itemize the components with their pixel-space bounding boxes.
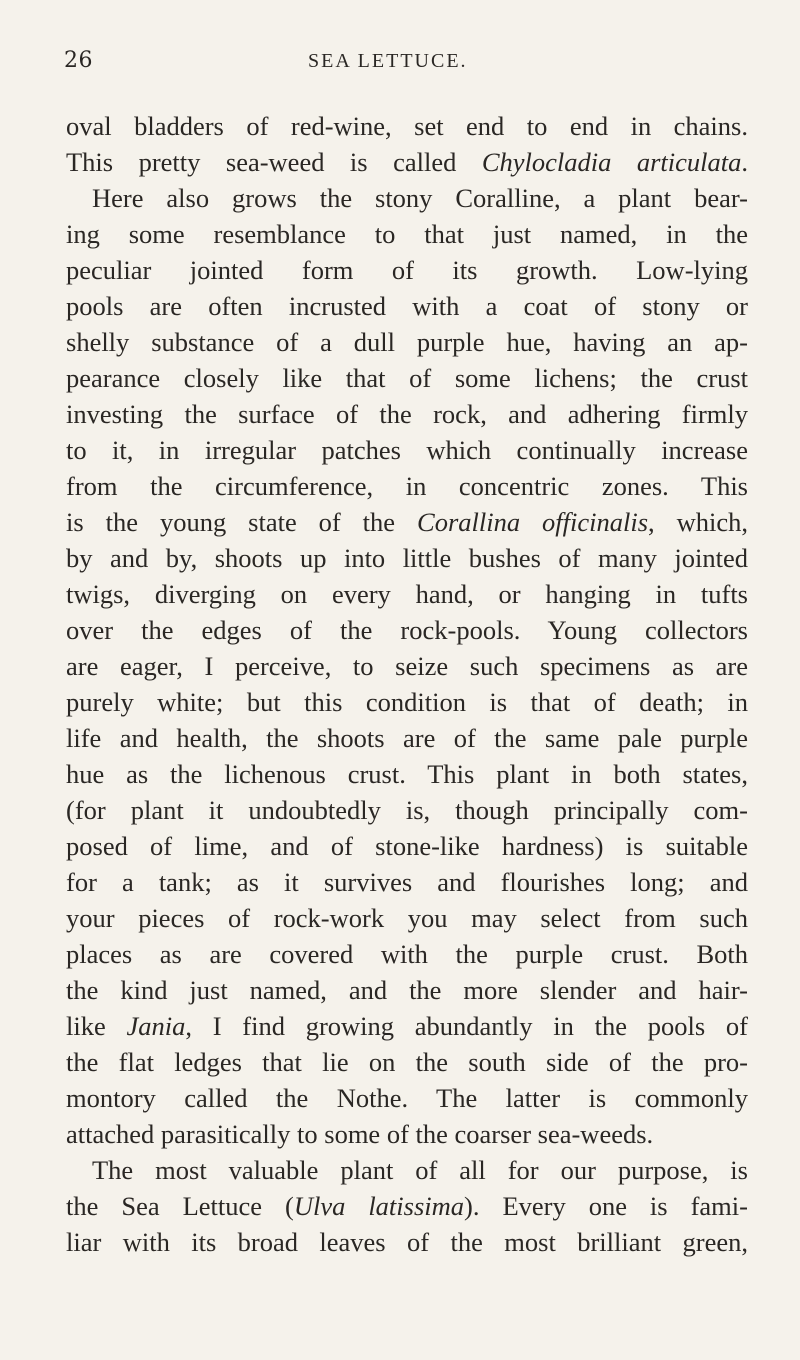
text-line <box>66 540 748 576</box>
text-line <box>66 1116 748 1152</box>
text-line <box>66 180 748 216</box>
text-run: for a tank; as it survives and flourishes long; and <box>66 867 748 897</box>
text-line <box>66 360 748 396</box>
text-run: the Sea Lettuce ( <box>66 1191 294 1221</box>
text-line <box>66 936 748 972</box>
text-line <box>66 648 748 684</box>
body-text <box>66 108 748 1260</box>
text-run: are eager, I perceive, to seize such specimens as are <box>66 651 748 681</box>
text-line <box>66 972 748 1008</box>
italic-term: Chylocladia articulata <box>481 147 742 177</box>
italic-term: Jania <box>126 1011 186 1041</box>
text-line <box>66 1044 748 1080</box>
text-run: hue as the lichenous crust. This plant in both states, <box>66 759 748 789</box>
text-run: oval bladders of red-wine, set end to end in chains. <box>66 111 748 141</box>
text-run: pools are often incrusted with a coat of stony or <box>66 291 748 321</box>
italic-term: Corallina officinalis <box>417 507 649 537</box>
text-run: the flat ledges that lie on the south side of the pro- <box>66 1047 748 1077</box>
text-line <box>66 396 748 432</box>
text-line <box>66 1080 748 1116</box>
text-line <box>66 756 748 792</box>
text-run: to it, in irregular patches which continually increase <box>66 435 748 465</box>
text-run: is the young state of the <box>66 507 418 537</box>
text-run: by and by, shoots up into little bushes of many jointed <box>66 543 748 573</box>
text-run: ing some resemblance to that just named, in the <box>66 219 748 249</box>
text-line <box>66 216 748 252</box>
text-run: the kind just named, and the more slender and hair- <box>66 975 748 1005</box>
text-line <box>66 1152 748 1188</box>
text-run: . <box>741 147 749 177</box>
text-line <box>66 324 748 360</box>
text-run: like <box>66 1011 127 1041</box>
text-run: shelly substance of a dull purple hue, having an ap- <box>66 327 748 357</box>
text-line <box>66 1008 748 1044</box>
text-run: life and health, the shoots are of the same pale purple <box>66 723 748 753</box>
text-run: posed of lime, and of stone-like hardness) is suitable <box>66 831 748 861</box>
text-line <box>66 1224 748 1260</box>
text-run: peculiar jointed form of its growth. Low-lying <box>66 255 748 285</box>
text-run: , I find growing abundantly in the pools of <box>185 1011 748 1041</box>
text-line <box>66 900 748 936</box>
text-line <box>66 108 748 144</box>
text-line <box>66 468 748 504</box>
text-run: , which, <box>648 507 749 537</box>
text-line <box>66 144 748 180</box>
text-run: liar with its broad leaves of the most brilliant green, <box>66 1227 748 1257</box>
text-run: This pretty sea-weed is called <box>66 147 482 177</box>
text-run: attached parasitically to some of the coarser sea-weeds. <box>66 1119 654 1149</box>
text-line <box>66 504 748 540</box>
text-run: twigs, diverging on every hand, or hanging in tufts <box>66 579 748 609</box>
text-line <box>66 1188 748 1224</box>
text-line <box>66 684 748 720</box>
text-run: Here also grows the stony Coralline, a plant bear- <box>92 183 748 213</box>
text-run: The most valuable plant of all for our purpose, is <box>92 1155 748 1185</box>
text-run: places as are covered with the purple crust. Both <box>66 939 748 969</box>
italic-term: Ulva latissima <box>293 1191 465 1221</box>
text-line <box>66 612 748 648</box>
text-run: montory called the Nothe. The latter is commonly <box>66 1083 748 1113</box>
text-line <box>66 828 748 864</box>
text-line <box>66 720 748 756</box>
text-run: ). Every one is fami- <box>464 1191 748 1221</box>
text-line <box>66 864 748 900</box>
text-run: investing the surface of the rock, and adhering firmly <box>66 399 748 429</box>
text-line <box>66 288 748 324</box>
text-run: over the edges of the rock-pools. Young collectors <box>66 615 748 645</box>
text-line <box>66 252 748 288</box>
text-run: from the circumference, in concentric zones. This <box>66 471 748 501</box>
text-run: (for plant it undoubtedly is, though principally com- <box>66 795 748 825</box>
text-run: your pieces of rock-work you may select from such <box>66 903 748 933</box>
text-line <box>66 432 748 468</box>
text-run: pearance closely like that of some lichens; the crust <box>66 363 748 393</box>
text-run: purely white; but this condition is that of death; in <box>66 687 748 717</box>
running-title: SEA LETTUCE. <box>308 50 468 72</box>
text-line <box>66 576 748 612</box>
page-number: 26 <box>64 48 93 73</box>
text-line <box>66 792 748 828</box>
running-head <box>64 48 744 80</box>
